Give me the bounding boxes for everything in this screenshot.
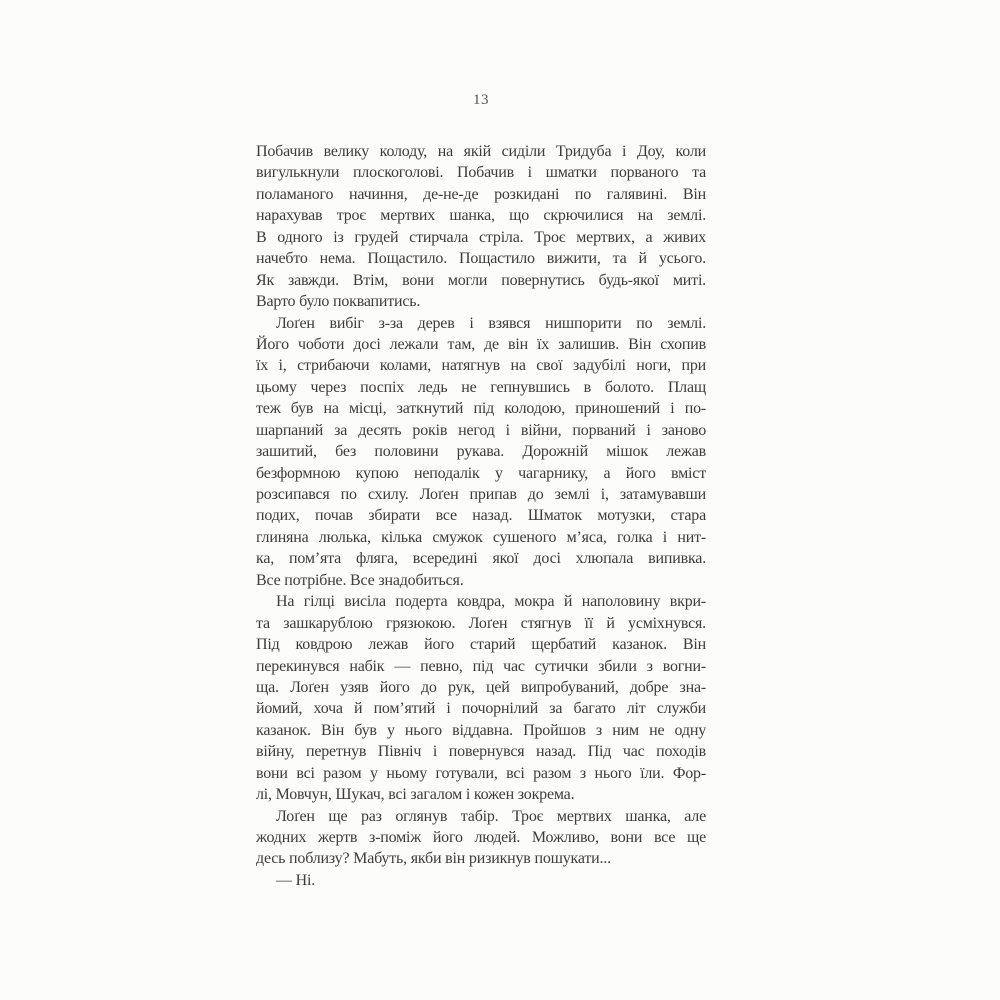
text-line: війну, перетнув Північ і повернувся назад. Під час походів — [256, 743, 706, 761]
page-number: 13 — [473, 92, 489, 108]
text-line: Як завжди. Втім, вони могли повернутись будь-якої миті. — [256, 271, 706, 289]
text-line: подих, почав збирати все назад. Шматок мотузки, стара — [256, 507, 706, 525]
text-line: начебто нема. Пощастило. Пощастило вижити, та й усього. — [256, 250, 706, 268]
text-line: зашитий, без половини рукава. Дорожній мішок лежав — [256, 443, 706, 461]
text-line: десь поблизу? Мабуть, якби він ризикнув пошукати... — [256, 850, 611, 868]
text-line: вигулькнули плоскоголові. Побачив і шматки порваного та — [256, 164, 706, 182]
text-line: ка, пом’ята фляга, всередині якої досі хлюпала випивка. — [256, 550, 706, 568]
text-line: Варто було поквапитись. — [256, 293, 421, 311]
text-line: лі, Мовчун, Шукач, всі загалом і кожен зокрема. — [256, 786, 575, 804]
text-line: На гілці висіла подерта ковдра, мокра й наполовину вкри- — [276, 593, 706, 611]
text-line: та зашкарублою грязюкою. Лоґен стягнув її й усміхнувся. — [256, 614, 706, 632]
text-line: Під ковдрою лежав його старий щербатий казанок. Він — [256, 636, 706, 654]
text-line: безформною купою неподалік у чагарнику, а його вміст — [256, 464, 706, 482]
text-line: поламаного начиння, де-не-де розкидані по галявині. Він — [256, 185, 706, 203]
paragraph — [256, 141, 706, 313]
text-block — [256, 141, 706, 891]
text-line: шарпаний за десять років негод і війни, порваний і заново — [256, 421, 706, 439]
text-line: вони всі разом у ньому готували, всі разом з нього їли. Фор- — [256, 764, 706, 782]
text-line: Лоґен вибіг з-за дерев і взявся нишпорити по землі. — [276, 314, 706, 332]
text-line: В одного із грудей стирчала стріла. Троє мертвих, а живих — [256, 228, 706, 246]
text-line: розсипався по схилу. Лоґен припав до землі і, затамувавши — [256, 486, 706, 503]
text-line: їх і, стрибаючи колами, натягнув на свої задубілі ноги, при — [256, 357, 706, 375]
text-line: глиняна люлька, кілька смужок сушеного м’яса, голка і нит- — [256, 528, 706, 546]
text-line: ща. Лоґен узяв його до рук, цей випробуваний, добре зна- — [256, 678, 706, 696]
text-line: Побачив велику колоду, на якій сиділи Тридуба і Доу, коли — [256, 143, 706, 160]
text-line: нарахував троє мертвих шанка, що скрючилися на землі. — [256, 207, 706, 225]
paragraph — [256, 870, 706, 891]
text-line: йомий, хоча й пом’ятий і почорнілий за багато літ служби — [256, 700, 706, 718]
text-line: — Ні. — [276, 871, 316, 889]
text-line: Його чоботи досі лежали там, де він їх залишив. Він схопив — [256, 335, 706, 353]
text-line: цьому через поспіх ледь не гепнувшись в болото. Плащ — [256, 378, 706, 396]
text-line: жодних жертв з-поміж його людей. Можливо, вони все ще — [256, 829, 706, 846]
text-line: Все потрібне. Все знадобиться. — [256, 571, 464, 589]
paragraph — [256, 591, 706, 805]
text-line: теж був на місці, заткнутий під колодою, приношений і по- — [256, 400, 706, 418]
paragraph — [256, 806, 706, 870]
paragraph — [256, 313, 706, 592]
text-line: казанок. Він був у нього віддавна. Пройшов з ним не одну — [256, 721, 706, 739]
text-line: перекинувся набік — певно, під час сутички збили з вогни- — [256, 657, 706, 675]
text-line: Лоґен ще раз оглянув табір. Троє мертвих шанка, але — [276, 807, 706, 825]
